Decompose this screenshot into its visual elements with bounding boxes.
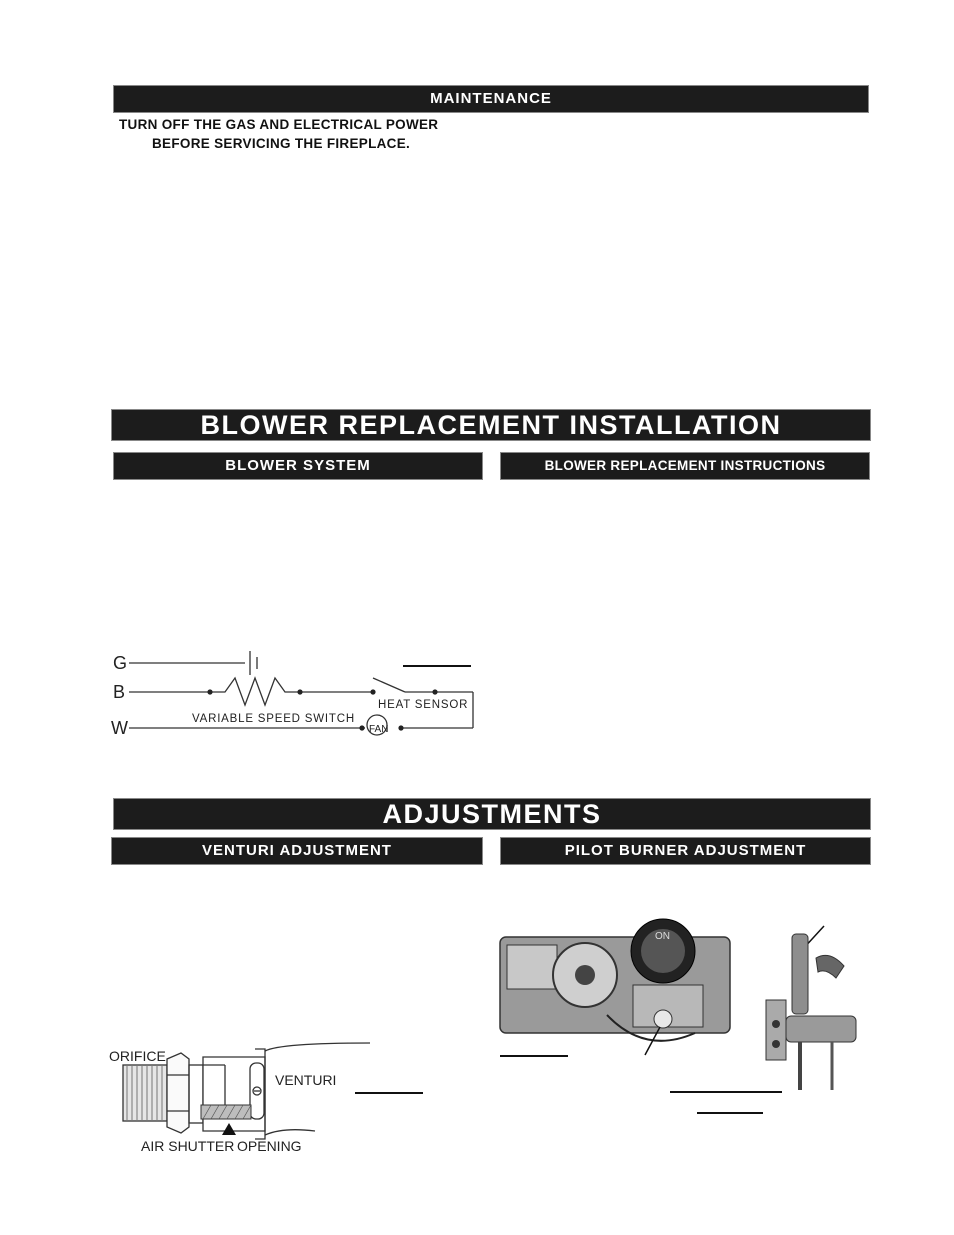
orifice-label: ORIFICE (109, 1048, 166, 1064)
wiring-node (398, 725, 403, 730)
gas-valve-illustration (495, 915, 745, 1065)
wire-w-label: W (111, 718, 128, 738)
maintenance-title: MAINTENANCE (430, 90, 552, 107)
venturi-label: VENTURI (275, 1072, 337, 1088)
wiring-node (432, 689, 437, 694)
wiring-node (297, 689, 302, 694)
gas-valve-callout-line (500, 1055, 568, 1057)
pilot-burner-illustration (760, 920, 870, 1095)
blower-system-header (113, 452, 483, 480)
blower-installation-header (111, 409, 871, 441)
blower-instructions-header (500, 452, 870, 480)
fan-label: FAN (369, 724, 389, 735)
venturi-adjustment-title: VENTURI ADJUSTMENT (202, 842, 392, 859)
heat-sensor-label: HEAT SENSOR (378, 699, 469, 711)
wire-b-label: B (113, 682, 126, 702)
maintenance-warning-line1: TURN OFF THE GAS AND ELECTRICAL POWER (119, 117, 439, 132)
variable-speed-switch-label: VARIABLE SPEED SWITCH (192, 713, 355, 725)
wiring-node (370, 689, 375, 694)
maintenance-warning-line2: BEFORE SERVICING THE FIREPLACE. (152, 136, 411, 151)
adjustments-header (113, 798, 871, 830)
wiring-node (359, 725, 364, 730)
wiring-node (207, 689, 212, 694)
blower-wiring-diagram (105, 645, 485, 745)
opening-label: OPENING (237, 1138, 302, 1154)
wire-g-label: G (113, 653, 128, 673)
blower-system-title: BLOWER SYSTEM (225, 457, 371, 474)
maintenance-header (113, 85, 869, 113)
venturi-adjustment-header (111, 837, 483, 865)
pilot-callout-line-1 (670, 1091, 782, 1093)
pilot-burner-adjustment-header (500, 837, 871, 865)
air-shutter-label: AIR SHUTTER (141, 1138, 235, 1154)
pilot-callout-line-2 (697, 1112, 763, 1114)
pilot-burner-adjustment-title: PILOT BURNER ADJUSTMENT (564, 842, 807, 859)
adjustments-title: ADJUSTMENTS (382, 799, 602, 829)
venturi-diagram (105, 1035, 430, 1160)
valve-dial-on-text: ON (655, 931, 670, 942)
blower-instructions-title: BLOWER REPLACEMENT INSTRUCTIONS (544, 458, 826, 473)
blower-installation-title: BLOWER REPLACEMENT INSTALLATION (200, 410, 782, 440)
